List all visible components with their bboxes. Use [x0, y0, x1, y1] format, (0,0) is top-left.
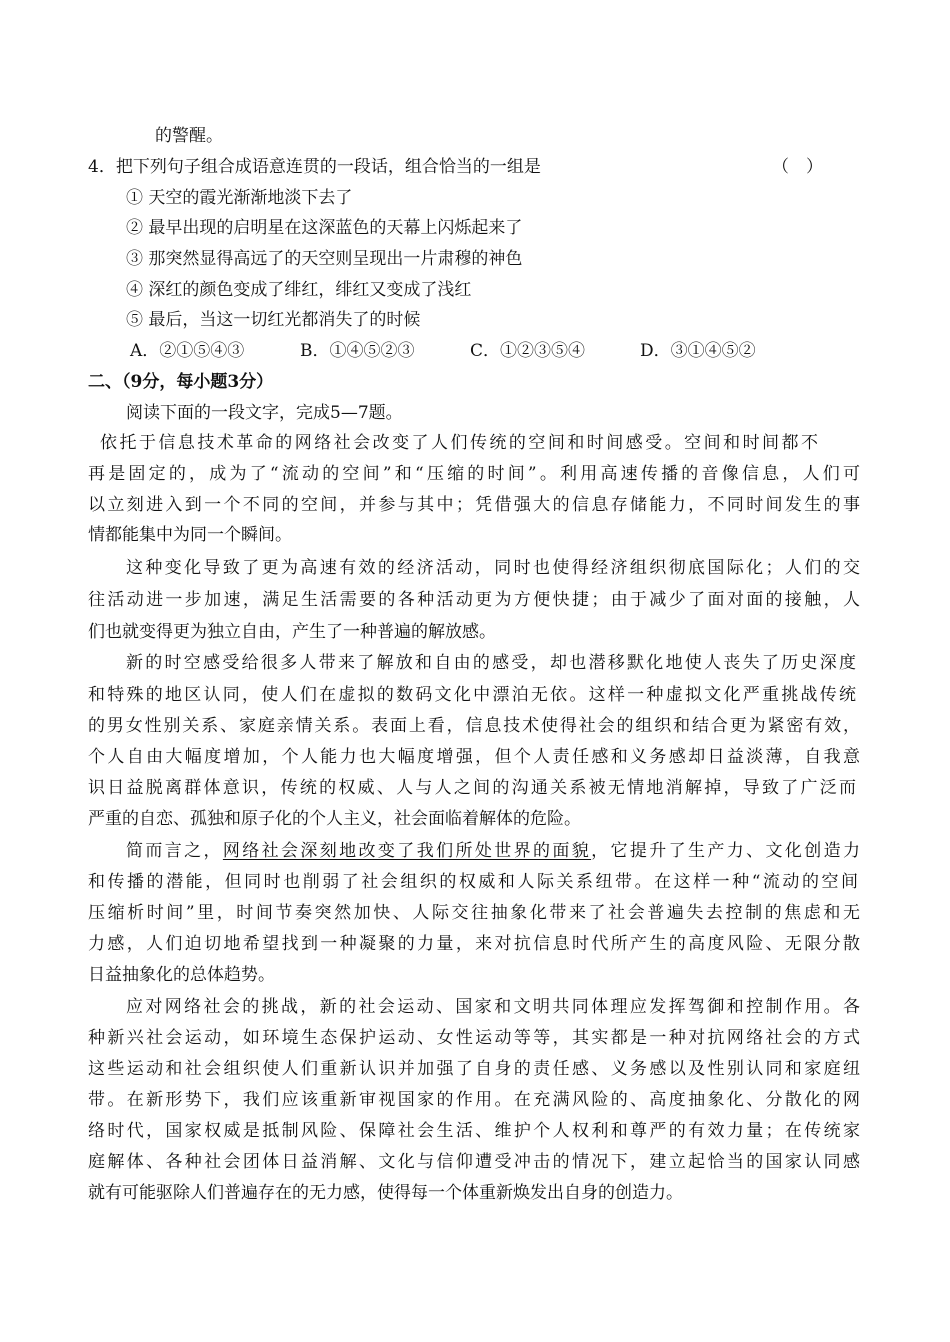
passage-p4-line-4: 力感，人们迫切地希望找到一种凝聚的力量，来对抗信息时代所产生的高度风险、无限分散: [88, 934, 860, 954]
passage-p3-line-1: 新的时空感受给很多人带来了解放和自由的感受，却也潜移默化地使人丧失了历史深度: [126, 653, 856, 673]
question-4-stem: 4．把下列句子组合成语意连贯的一段话，组合恰当的一组是: [88, 157, 541, 177]
passage-p5-line-2: 种新兴社会运动，如环境生态保护运动、女性运动等等，其实都是一种对抗网络社会的方式: [88, 1028, 860, 1048]
question-4-item-4: ④ 深红的颜色变成了绯红，绯红又变成了浅红: [126, 280, 472, 300]
passage-p4-line-1-rest: ，它提升了生产力、文化创造力: [591, 841, 861, 861]
passage-p5-line-3: 这些运动和社会组织使人们重新认识并加强了自身的责任感、义务感以及性别认同和家庭纽: [88, 1059, 860, 1079]
passage-p4-line-2: 和传播的潜能，但同时也削弱了社会组织的权威和人际关系纽带。在这样一种“流动的空间: [88, 872, 858, 892]
passage-p4-line-3: 压缩析时间”里，时间节奏突然加快、人际交往抽象化带来了社会普遍失去控制的焦虑和无: [88, 903, 860, 923]
passage-p2-line-1: 这种变化导致了更为高速有效的经济活动，同时也使得经济组织彻底国际化；人们的交: [126, 558, 860, 578]
passage-p5-line-7: 就有可能驱除人们普遍存在的无力感，使得每一个体重新焕发出自身的创造力。: [88, 1183, 683, 1203]
question-4-item-2: ② 最早出现的启明星在这深蓝色的天幕上闪烁起来了: [126, 218, 523, 238]
answer-parentheses: （ ）: [772, 157, 823, 177]
reading-instruction: 阅读下面的一段文字，完成5—7题。: [126, 403, 403, 423]
passage-p4-line-1: [126, 840, 860, 862]
passage-p3-line-3: 的男女性别关系、家庭亲情关系。表面上看，信息技术使得社会的组织和结合更为紧密有效，: [88, 716, 860, 736]
passage-p5-line-5: 络时代，国家权威是抵制风险、保障社会生活、维护个人权利和尊严的有效力量；在传统家: [88, 1121, 860, 1141]
passage-p3-line-5: 识日益脱离群体意识，传统的权威、人与人之间的沟通关系被无情地消解掉，导致了广泛而: [88, 778, 856, 798]
question-4-item-1: ① 天空的霞光渐渐地淡下去了: [126, 188, 353, 208]
passage-p1-line-1: 依托于信息技术革命的网络社会改变了人们传统的空间和时间感受。空间和时间都不: [100, 433, 818, 453]
passage-p5-line-4: 带。在新形势下，我们应该重新审视国家的作用。在充满风险的、高度抽象化、分散化的网: [88, 1090, 860, 1110]
passage-p1-line-2: 再是固定的，成为了“流动的空间”和“压缩的时间”。利用高速传播的音像信息，人们可: [88, 464, 860, 484]
question-3-tail: 的警醒。: [155, 126, 223, 146]
passage-p1-line-3: 以立刻进入到一个不同的空间，并参与其中；凭借强大的信息存储能力，不同时间发生的事: [88, 495, 860, 515]
question-4-item-3: ③ 那突然显得高远了的天空则呈现出一片肃穆的神色: [126, 249, 523, 269]
passage-p3-line-4: 个人自由大幅度增加，个人能力也大幅度增强，但个人责任感和义务感却日益淡薄，自我意: [88, 747, 860, 767]
question-4-item-5: ⑤ 最后，当这一切红光都消失了的时候: [126, 310, 421, 330]
passage-p3-line-6: 严重的自恋、孤独和原子化的个人主义，社会面临着解体的危险。: [88, 809, 581, 829]
passage-p4-intro: 简而言之，: [126, 841, 223, 861]
passage-p5-line-6: 庭解体、各种社会团体日益消解、文化与信仰遭受冲击的情况下，建立起恰当的国家认同感: [88, 1152, 860, 1172]
option-b: B．①④⑤②③: [300, 341, 415, 361]
passage-p4-line-5: 日益抽象化的总体趋势。: [88, 965, 275, 985]
passage-p5-line-1: 应对网络社会的挑战，新的社会运动、国家和文明共同体理应发挥驾御和控制作用。各: [126, 997, 860, 1017]
passage-p2-line-3: 们也就变得更为独立自由，产生了一种普遍的解放感。: [88, 622, 496, 642]
passage-p3-line-2: 和特殊的地区认同，使人们在虚拟的数码文化中漂泊无依。这样一种虚拟文化严重挑战传统: [88, 685, 856, 705]
passage-p2-line-2: 往活动进一步加速，满足生活需要的各种活动更为方便快捷；由于减少了面对面的接触，人: [88, 590, 860, 610]
option-d: D．③①④⑤②: [640, 341, 756, 361]
option-c: C．①②③⑤④: [470, 341, 586, 361]
option-a: A．②①⑤④③: [130, 341, 245, 361]
underlined-key-sentence: 网络社会深刻地改变了我们所处世界的面貌: [222, 841, 592, 861]
passage-p1-line-4: 情都能集中为同一个瞬间。: [88, 525, 292, 545]
section-heading: 二、（9分，每小题3分）: [88, 372, 274, 392]
